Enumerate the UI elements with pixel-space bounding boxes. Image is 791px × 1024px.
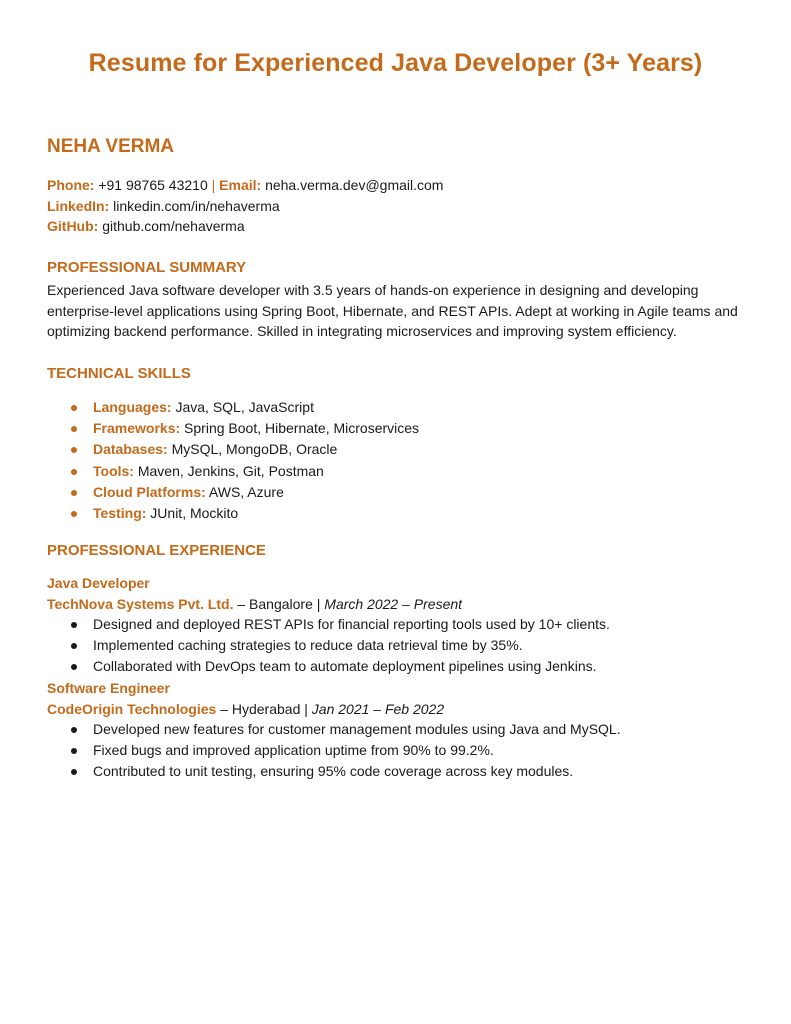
skill-label: Databases:	[93, 441, 168, 458]
list-item	[47, 614, 610, 635]
job-role: Java Developer	[47, 575, 150, 591]
contact-separator: |	[211, 177, 216, 193]
bullet-icon	[71, 511, 77, 517]
job-entry-2	[47, 678, 621, 782]
skill-label: Testing:	[93, 504, 147, 521]
linkedin-label: LinkedIn:	[47, 197, 110, 214]
list-item	[47, 656, 610, 677]
skill-item-databases	[47, 439, 419, 460]
job-company: CodeOrigin Technologies	[47, 700, 217, 717]
bullet-icon	[71, 490, 77, 496]
summary-heading: PROFESSIONAL SUMMARY	[47, 259, 247, 276]
job-entry-1	[47, 573, 610, 677]
linkedin-value: linkedin.com/in/nehaverma	[113, 197, 280, 214]
list-item	[47, 719, 621, 740]
experience-heading: PROFESSIONAL EXPERIENCE	[47, 542, 266, 559]
contact-line-linkedin	[47, 196, 443, 217]
list-item	[47, 740, 621, 761]
skill-item-testing	[47, 503, 419, 524]
email-value: neha.verma.dev@gmail.com	[265, 177, 444, 193]
skill-item-tools	[47, 461, 419, 482]
email-label: Email:	[219, 177, 262, 193]
summary-text: Experienced Java software developer with 3.5 years of hands-on experience in designing and developing enterprise-level applications using Spring Boot, Hibernate, and REST APIs. Adept at working in Agile teams and optimizing backend performance. Skilled in integrating microservices and improving system efficiency.	[47, 282, 738, 339]
job-location: – Bangalore |	[237, 595, 321, 612]
skill-label: Tools:	[93, 462, 134, 479]
github-label: GitHub:	[47, 218, 99, 234]
skill-item-frameworks	[47, 418, 419, 439]
bullet-icon	[71, 622, 77, 628]
bullet-icon	[71, 405, 77, 411]
skill-item-languages	[47, 397, 419, 418]
contact-line-github	[47, 216, 443, 237]
job-location: – Hyderabad |	[220, 700, 308, 717]
bullet-text: Fixed bugs and improved application uptime from 90% to 99.2%.	[93, 742, 494, 758]
skill-value: Java, SQL, JavaScript	[175, 399, 314, 415]
skill-item-cloud-platforms	[47, 482, 419, 503]
bullet-text: Contributed to unit testing, ensuring 95% code coverage across key modules.	[93, 763, 574, 779]
skill-value: MySQL, MongoDB, Oracle	[171, 441, 338, 458]
bullet-text: Designed and deployed REST APIs for financial reporting tools used by 10+ clients.	[93, 616, 610, 632]
phone-label: Phone:	[47, 177, 95, 193]
github-value: github.com/nehaverma	[102, 218, 245, 234]
contact-line-phone-email	[47, 175, 443, 196]
skill-label: Frameworks:	[93, 420, 181, 437]
bullet-icon	[71, 664, 77, 670]
skill-value: JUnit, Mockito	[150, 504, 239, 521]
bullet-text: Collaborated with DevOps team to automate deployment pipelines using Jenkins.	[93, 658, 597, 674]
bullet-icon	[71, 643, 77, 649]
job-company-line	[47, 699, 621, 720]
job-dates: Jan 2021 – Feb 2022	[311, 700, 445, 717]
bullet-text: Implemented caching strategies to reduce data retrieval time by 35%.	[93, 637, 523, 653]
bullet-icon	[71, 727, 77, 733]
skills-heading: TECHNICAL SKILLS	[47, 365, 191, 382]
skill-value: Maven, Jenkins, Git, Postman	[137, 462, 324, 479]
job-role: Software Engineer	[47, 680, 170, 696]
skill-value: Spring Boot, Hibernate, Microservices	[184, 420, 420, 437]
bullet-icon	[71, 748, 77, 754]
job-dates: March 2022 – Present	[324, 595, 463, 612]
bullet-icon	[71, 469, 77, 475]
job-company-line	[47, 594, 610, 615]
list-item	[47, 761, 621, 782]
bullet-text: Developed new features for customer management modules using Java and MySQL.	[93, 721, 621, 737]
phone-value: +91 98765 43210	[98, 177, 208, 193]
skill-label: Languages:	[93, 399, 172, 415]
list-item	[47, 635, 610, 656]
job-company: TechNova Systems Pvt. Ltd.	[47, 595, 234, 612]
skill-label: Cloud Platforms:	[93, 483, 206, 500]
candidate-name: NEHA VERMA	[47, 136, 175, 157]
job-bullets	[47, 614, 610, 677]
contact-block	[47, 175, 443, 237]
bullet-icon	[71, 447, 77, 453]
skills-list	[47, 397, 419, 524]
skill-value: AWS, Azure	[208, 483, 284, 500]
job-bullets	[47, 719, 621, 782]
bullet-icon	[71, 426, 77, 432]
bullet-icon	[71, 769, 77, 775]
document-title: Resume for Experienced Java Developer (3+ Years)	[88, 49, 703, 77]
